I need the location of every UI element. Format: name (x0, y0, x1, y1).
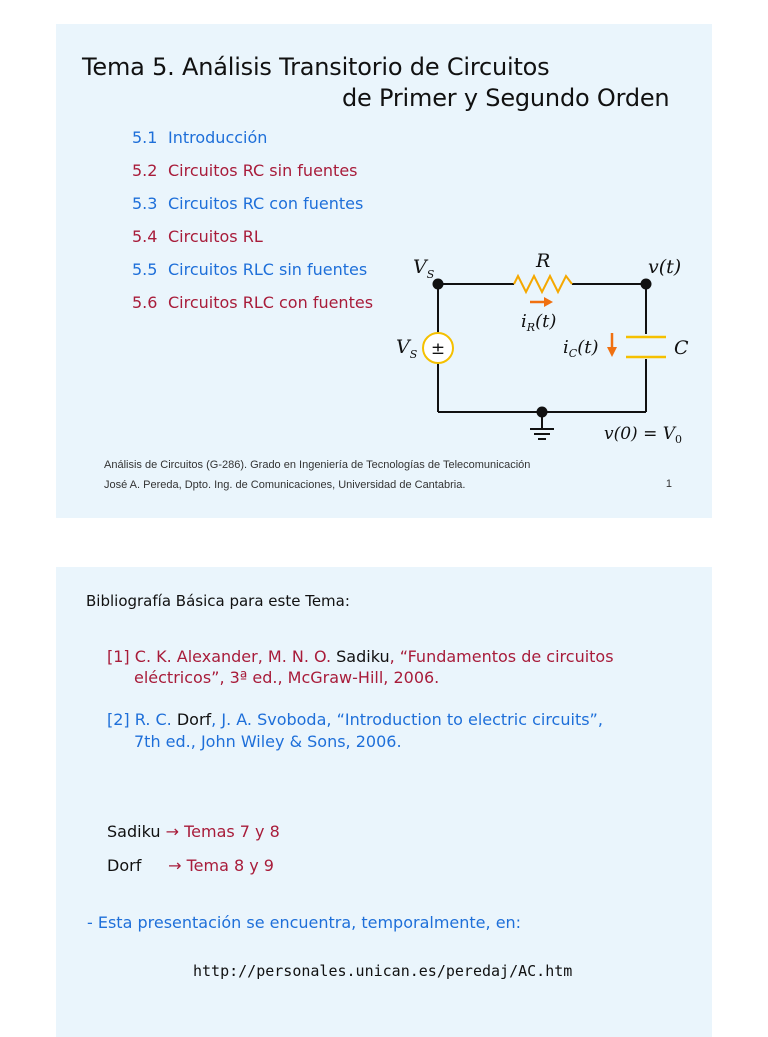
toc-item-5-1: 5.1 Introducción (132, 128, 268, 147)
mapping-dorf: Dorf → Tema 8 y 9 (107, 856, 274, 875)
label-c: C (674, 337, 689, 359)
label-r: R (536, 250, 551, 272)
resistor-icon (514, 276, 572, 292)
presentation-url[interactable]: http://personales.unican.es/peredaj/AC.htm (193, 962, 573, 980)
bibliography-heading: Bibliografía Básica para este Tema: (86, 592, 350, 610)
node-vt (641, 279, 652, 290)
rc-circuit-diagram (386, 249, 696, 449)
footer-author: José A. Pereda, Dpto. Ing. de Comunicaciones, Universidad de Cantabria. (104, 479, 466, 491)
reference-1-line-2: eléctricos”, 3ª ed., McGraw-Hill, 2006. (134, 668, 440, 687)
reference-1-line-1: [1] C. K. Alexander, M. N. O. Sadiku, “Fundamentos de circuitos (107, 647, 614, 666)
slide-title-line-2: de Primer y Segundo Orden (342, 84, 670, 112)
toc-item-5-3: 5.3 Circuitos RC con fuentes (132, 194, 364, 213)
label-vt: v(t) (648, 256, 682, 278)
reference-2-line-2: 7th ed., John Wiley & Sons, 2006. (134, 732, 402, 751)
slide-2 (56, 567, 712, 1037)
toc-item-5-5: 5.5 Circuitos RLC sin fuentes (132, 260, 368, 279)
mapping-sadiku: Sadiku → Temas 7 y 8 (107, 822, 280, 841)
slide-1 (56, 24, 712, 518)
label-ir: $i_R(t)$ (521, 311, 557, 334)
source-symbol: ± (430, 339, 446, 359)
reference-2-line-1: [2] R. C. Dorf, J. A. Svoboda, “Introduction to electric circuits”, (107, 710, 603, 729)
label-vs-left: $V_S$ (396, 336, 418, 361)
toc-item-5-2: 5.2 Circuitos RC sin fuentes (132, 161, 358, 180)
toc-item-5-4: 5.4 Circuitos RL (132, 227, 263, 246)
slide-title-line-1: Tema 5. Análisis Transitorio de Circuitos (82, 53, 550, 81)
label-ic: $i_C(t)$ (563, 337, 599, 360)
page-number: 1 (665, 478, 672, 490)
label-initial-condition: $v(0) = V_0$ (604, 424, 683, 446)
toc-item-5-6: 5.6 Circuitos RLC con fuentes (132, 293, 374, 312)
location-note: - Esta presentación se encuentra, temporalmente, en: (87, 913, 522, 932)
label-vs-top: $V_S$ (413, 256, 435, 281)
node-ground (537, 407, 548, 418)
footer-course: Análisis de Circuitos (G-286). Grado en Ingeniería de Tecnologías de Telecomunicación (104, 459, 531, 471)
